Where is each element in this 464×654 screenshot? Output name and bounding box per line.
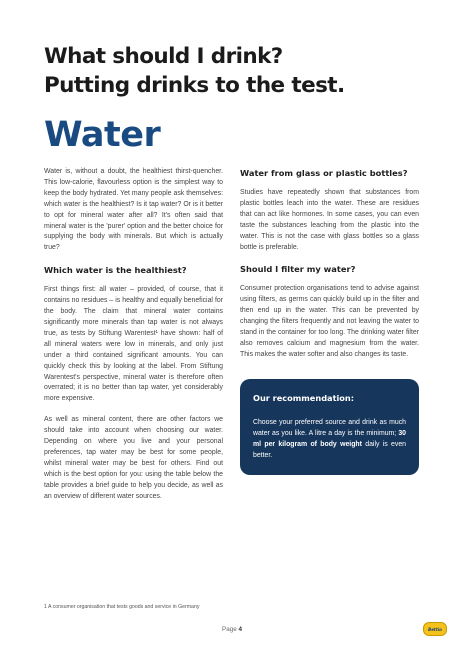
healthiest-heading: Which water is the healthiest? bbox=[44, 265, 187, 276]
header-line-2: Putting drinks to the test. bbox=[44, 73, 345, 98]
section-title: Water bbox=[44, 115, 161, 155]
factors-paragraph: As well as mineral content, there are other factors we should take into account when choosing our water. Depending on where you live and your personal preferences, tap water may be best for some people, whilst mineral water may be best for others. Find out which is the best option for you: using the table below the table provides a brief guide to help you decide, as well as an overview of different water sources. bbox=[44, 416, 223, 500]
filter-paragraph: Consumer protection organisations tend to advise against using filters, as germs can quickly build up in the filter and then end up in the water. This can be prevented by changing the filters frequently and not leaving the water to stand in the container for too long. The drinking water filter also removes calcium and magnesium from the water. This makes the water softer and also changes its taste. bbox=[240, 285, 419, 358]
recommendation-text-bold: 30 ml per kilogram of body weight bbox=[253, 429, 406, 448]
healthiest-paragraph: First things first: all water – provided, of course, that it contains no residues – is healthy and equally beneficial for the body. The claim that mineral water contains significantly more minerals than tap water is not always true, as tests by Stiftung Warentest¹ have shown: half of all mineral waters were low in minerals, and only just under a third contained significant amounts. You can quickly check this by looking at the label. From Stiftung Warentest's perspective, mineral water is therefore often overrated; it is no better than tap water, yet considerably more expensive. bbox=[44, 286, 223, 403]
page-number-value: 4 bbox=[238, 626, 242, 633]
right-column bbox=[240, 167, 419, 475]
brand-logo-text: Bettio bbox=[428, 626, 442, 632]
header-line-1: What should I drink? bbox=[44, 44, 283, 69]
page-header bbox=[44, 42, 424, 100]
filter-heading: Should I filter my water? bbox=[240, 264, 356, 275]
brand-logo bbox=[423, 622, 447, 636]
bottles-paragraph: Studies have repeatedly shown that substances from plastic bottles leach into the water. These are residues that can act like hormones. In some cases, you can even taste the substances leaching from the plastic into the water. This is not the case with glass bottles so a glass bottle is preferable. bbox=[240, 189, 419, 251]
recommendation-heading: Our recommendation: bbox=[253, 392, 355, 403]
recommendation-text-end: daily is even better. bbox=[253, 440, 406, 459]
recommendation-text bbox=[253, 418, 406, 462]
left-column bbox=[44, 167, 223, 512]
page-label: Page bbox=[222, 626, 237, 633]
intro-paragraph: Water is, without a doubt, the healthiest thirst-quencher. This low-calorie, flavourless option is the simplest way to keep the body hydrated. Yet many people ask themselves: which water is the healthiest? Is it tap water? Or is it better to opt for mineral water after all? It's often said that mineral water is the 'purer' option and the better choice for supplying the body with minerals. But which is actually true? bbox=[44, 168, 223, 252]
bottles-heading: Water from glass or plastic bottles? bbox=[240, 168, 408, 178]
page-number bbox=[0, 626, 464, 633]
footnote: 1 A consumer organisation that tests goods and service in Germany bbox=[44, 604, 200, 610]
recommendation-text-start: Choose your preferred source and drink as much water as you like. A litre a day is the minimum; bbox=[253, 418, 406, 437]
recommendation-box bbox=[240, 379, 419, 476]
